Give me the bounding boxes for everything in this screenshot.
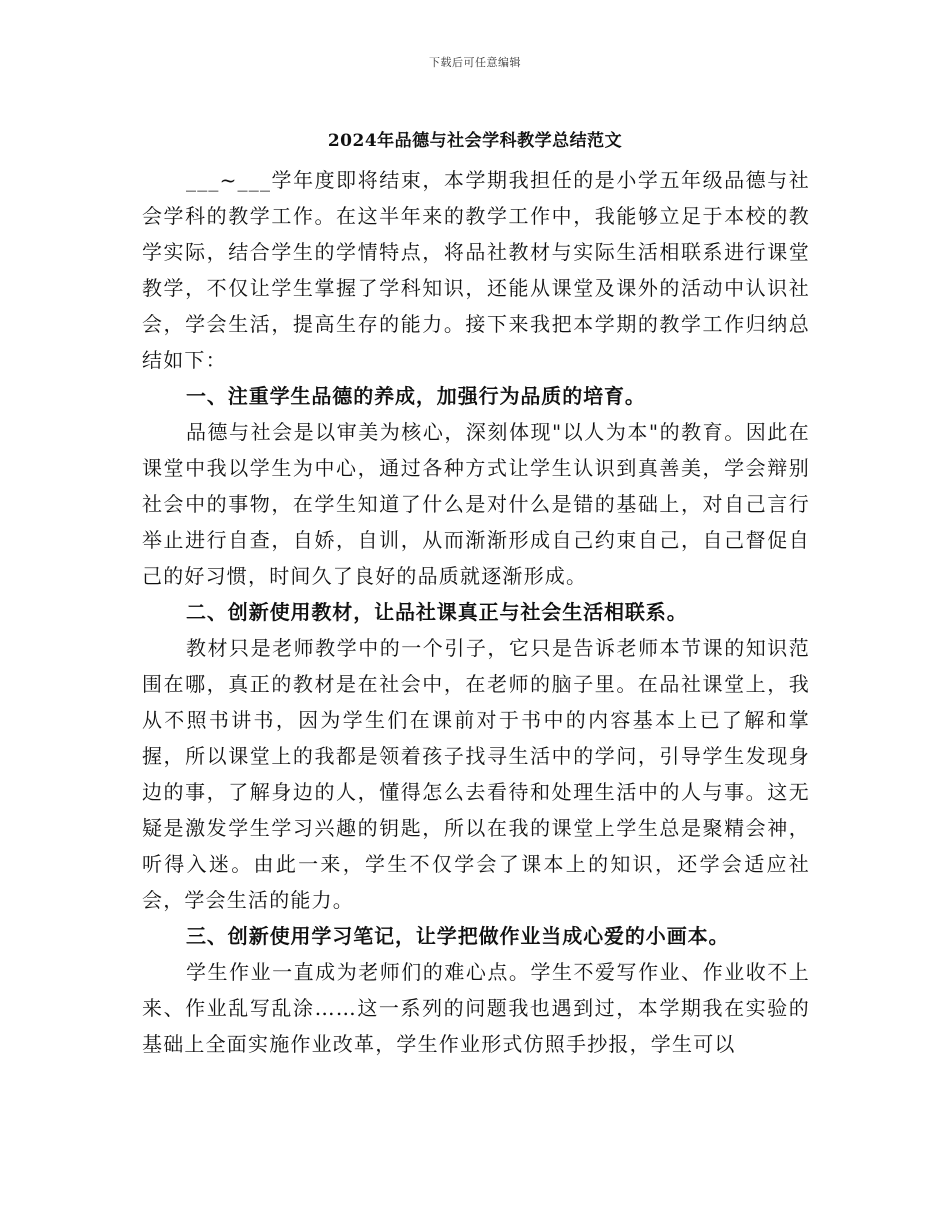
section-heading-3: 三、创新使用学习笔记，让学把做作业当成心爱的小画本。 — [186, 924, 730, 948]
section-heading-1: 一、注重学生品德的养成，加强行为品质的培育。 — [186, 384, 646, 408]
section-paragraph-3: 学生作业一直成为老师们的难心点。学生不爱写作业、作业收不上来、作业乱写乱涂……这一系列的问题我也遇到过，本学期我在实验的基础上全面实施作业改革，学生作业形式仿照手抄报，学生可以 — [142, 960, 810, 1056]
intro-paragraph: ___~___学年度即将结束，本学期我担任的是小学五年级品德与社会学科的教学工作。在这半年来的教学工作中，我能够立足于本校的教学实际，结合学生的学情特点，将品社教材与实际生活相联系进行课堂教学，不仅让学生掌握了学科知识，还能从课堂及课外的活动中认识社会，学会生活，提高生存的能力。接下来我把本学期的教学工作归纳总结如下： — [142, 168, 810, 372]
section-paragraph-2: 教材只是老师教学中的一个引子，它只是告诉老师本节课的知识范围在哪，真正的教材是在社会中，在老师的脑子里。在品社课堂上，我从不照书讲书，因为学生们在课前对于书中的内容基本上已了解和掌握，所以课堂上的我都是领着孩子找寻生活中的学问，引导学生发现身边的事，了解身边的人，懂得怎么去看待和处理生活中的人与事。这无疑是激发学生学习兴趣的钥匙，所以在我的课堂上学生总是聚精会神，听得入迷。由此一来，学生不仅学会了课本上的知识，还学会适应社会，学会生活的能力。 — [142, 636, 810, 912]
section-heading-2: 二、创新使用教材，让品社课真正与社会生活相联系。 — [186, 600, 688, 624]
document-body — [142, 162, 810, 1062]
header-note: 下载后可任意编辑 — [429, 56, 521, 69]
section-paragraph-1: 品德与社会是以审美为核心，深刻体现"以人为本"的教育。因此在课堂中我以学生为中心，通过各种方式让学生认识到真善美，学会辩别社会中的事物，在学生知道了什么是对什么是错的基础上，对自己言行举止进行自查，自娇，自训，从而渐渐形成自己约束自己，自己督促自己的好习惯，时间久了良好的品质就逐渐形成。 — [142, 420, 810, 588]
document-title: 2024年品德与社会学科教学总结范文 — [327, 131, 623, 151]
